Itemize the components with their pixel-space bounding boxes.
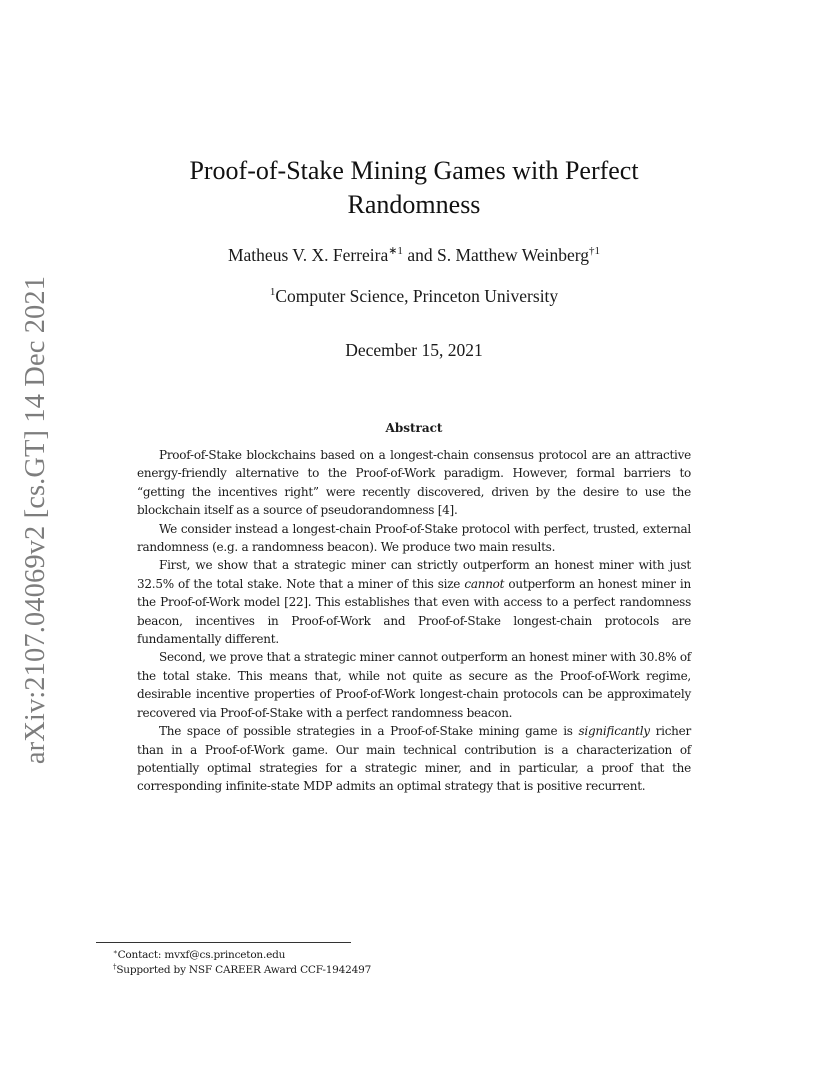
arxiv-identifier-stamp: arXiv:2107.04069v2 [cs.GT] 14 Dec 2021 bbox=[20, 275, 51, 765]
abstract-text: outperform an honest miner in the Proof-of-Work model [22]. This establishes that even with access to a perfect randomness beacon, incentives in Proof-of-Work and Proof-of-Stake longest-chain protocols are fundamentally different. bbox=[137, 576, 691, 647]
abstract-paragraph bbox=[137, 722, 691, 796]
abstract-emphasis: significantly bbox=[578, 724, 650, 739]
abstract-paragraph: Second, we prove that a strategic miner cannot outperform an honest miner with 30.8% of the total stake. This means that, while not quite as secure as the Proof-of-Work regime, desirable incentive properties of Proof-of-Work longest-chain protocols can be approximately recovered via Proof-of-Stake with a perfect randomness beacon. bbox=[137, 650, 691, 720]
footnote-mark: † bbox=[113, 963, 117, 971]
footnote-divider bbox=[96, 942, 351, 943]
abstract-paragraph: Proof-of-Stake blockchains based on a longest-chain consensus protocol are an attractive energy-friendly alternative to the Proof-of-Work paradigm. However, formal barriers to “getting the incentives right” were recently discovered, driven by the desire to use the blockchain itself as a source of pseudorandomness [4]. bbox=[137, 448, 691, 518]
abstract-text: First, we show that a strategic miner can strictly outperform an honest miner with just 32.5% of the total stake. Note that a miner of this size bbox=[137, 558, 691, 591]
abstract-emphasis: cannot bbox=[464, 576, 505, 591]
affiliation-line bbox=[134, 285, 694, 307]
author-connector: and bbox=[402, 245, 437, 265]
abstract-paragraph bbox=[137, 556, 691, 648]
author-name: Matheus V. X. Ferreira bbox=[227, 245, 389, 265]
author-name: S. Matthew Weinberg bbox=[436, 245, 589, 265]
footnotes bbox=[113, 948, 613, 978]
abstract-heading: Abstract bbox=[385, 421, 443, 435]
footnote bbox=[113, 963, 613, 978]
author-line bbox=[134, 244, 694, 266]
abstract-text: The space of possible strategies in a Proof-of-Stake mining game is bbox=[159, 724, 579, 739]
author-affiliation-mark: ∗1 bbox=[388, 245, 403, 257]
footnote-mark: ∗ bbox=[113, 948, 118, 956]
footnote-text: Supported by NSF CAREER Award CCF-1942497 bbox=[116, 964, 372, 976]
abstract-text: richer than in a Proof-of-Work game. Our main technical contribution is a characterization of potentially optimal strategies for a strategic miner, and in particular, a proof that the corresponding infinite-state MDP admits an optimal strategy that is positive recurrent. bbox=[137, 724, 691, 794]
author-affiliation-mark: †1 bbox=[589, 245, 600, 257]
paper-date: December 15, 2021 bbox=[345, 340, 483, 360]
affiliation-mark: 1 bbox=[269, 286, 276, 298]
footnote-text: Contact: mvxf@cs.princeton.edu bbox=[117, 949, 286, 961]
affiliation-text: Computer Science, Princeton University bbox=[275, 286, 559, 306]
abstract-body bbox=[137, 446, 691, 796]
abstract-paragraph: We consider instead a longest-chain Proof-of-Stake protocol with perfect, trusted, external randomness (e.g. a randomness beacon). We produce two main results. bbox=[137, 521, 691, 555]
paper-title: Proof-of-Stake Mining Games with Perfect Randomness bbox=[189, 156, 639, 219]
footnote bbox=[113, 948, 613, 963]
